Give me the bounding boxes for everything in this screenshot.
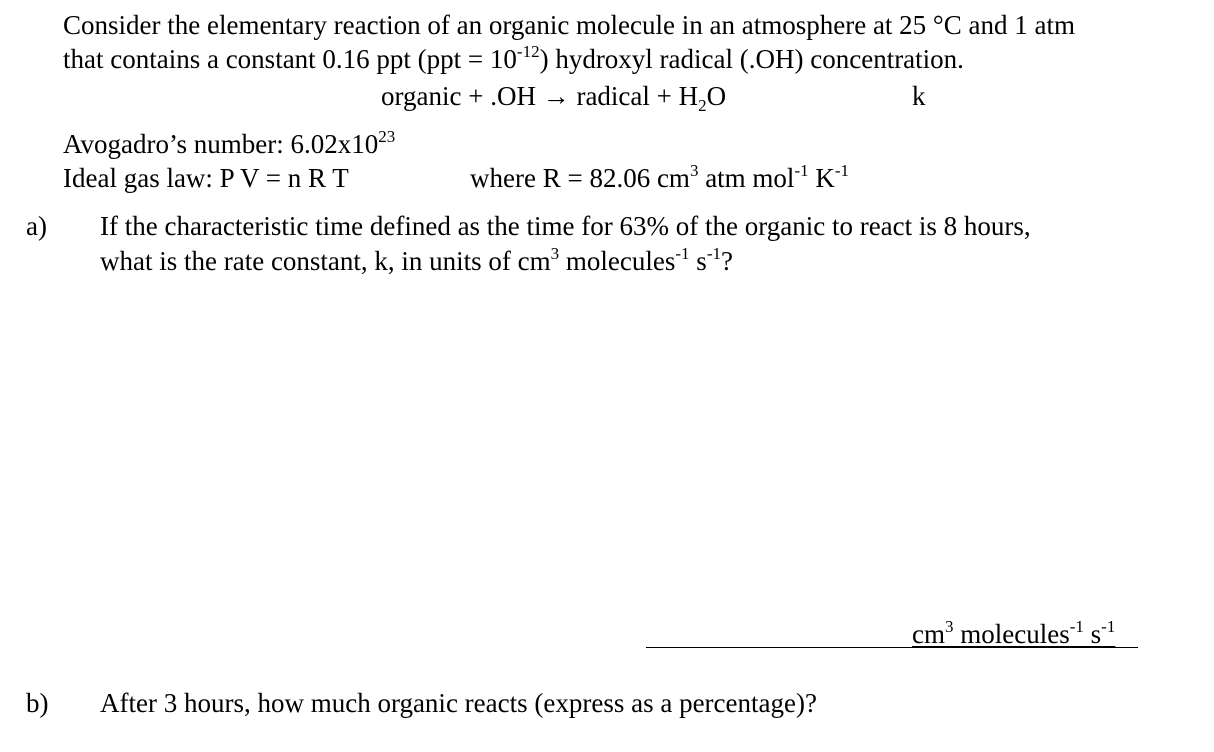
gas-law-text: Ideal gas law: P V = n R T	[63, 163, 349, 193]
avogadro-exponent: 23	[378, 127, 396, 146]
answer-units-molecules-exponent: -1	[1069, 617, 1084, 636]
answer-blank-line[interactable]	[646, 647, 1138, 648]
question-a-cm-exponent: 3	[550, 244, 560, 263]
cm-exponent: 3	[689, 161, 699, 180]
water-subscript: 2	[698, 96, 707, 115]
k-exponent: -1	[834, 161, 850, 180]
intro-text-2b: ) hydroxyl radical (.OH) concentration.	[539, 44, 964, 74]
intro-text-1: Consider the elementary reaction of an organic molecule in an atmosphere at 25 °C and 1 atm	[63, 10, 1075, 40]
answer-units	[912, 617, 1115, 651]
reaction-lhs: organic + .OH	[381, 81, 536, 111]
intro-line-2	[63, 42, 964, 76]
question-a-text-2: what is the rate constant, k, in units of cm	[100, 246, 551, 276]
gas-law-line	[63, 161, 349, 195]
question-a-molecules-exponent: -1	[675, 244, 690, 263]
intro-line-1	[63, 8, 1075, 42]
rate-constant-label	[912, 79, 926, 113]
answer-units-cm: cm	[912, 619, 945, 649]
rate-constant-k: k	[912, 81, 926, 111]
question-a-label	[26, 209, 47, 243]
reaction-rhs: radical + H	[576, 81, 699, 111]
answer-units-seconds-exponent: -1	[1101, 617, 1116, 636]
question-b-text: After 3 hours, how much organic reacts (express as a percentage)?	[100, 688, 817, 718]
question-b-line	[100, 686, 817, 720]
answer-units-molecules: molecules	[953, 619, 1070, 649]
gas-constant-text: where R = 82.06 cm	[470, 163, 690, 193]
reaction-equation	[381, 79, 726, 113]
ppt-exponent: -12	[516, 42, 540, 61]
question-a-molecules: molecules	[559, 246, 676, 276]
question-b-label	[26, 686, 49, 720]
avogadro-line	[63, 127, 395, 161]
mol-exponent: -1	[794, 161, 809, 180]
question-b-marker: b)	[26, 688, 49, 718]
question-a-marker: a)	[26, 211, 47, 241]
question-a-seconds-exponent: -1	[706, 244, 721, 263]
question-a-mark: ?	[720, 246, 733, 276]
question-a-text-1: If the characteristic time defined as the time for 63% of the organic to react is 8 hours,	[100, 211, 1031, 241]
answer-units-seconds: s	[1083, 619, 1102, 649]
reaction-rhs-end: O	[706, 81, 727, 111]
gas-constant-atm-mol: atm mol	[698, 163, 795, 193]
intro-text-2a: that contains a constant 0.16 ppt (ppt = 10	[63, 44, 517, 74]
question-a-line-1	[100, 209, 1031, 243]
question-a-line-2	[100, 244, 733, 278]
gas-constant-line	[470, 161, 849, 195]
answer-units-cm-exponent: 3	[945, 617, 954, 636]
question-a-seconds: s	[689, 246, 707, 276]
gas-constant-k: K	[808, 163, 835, 193]
reaction-arrow: →	[542, 81, 570, 111]
avogadro-text: Avogadro’s number: 6.02x10	[63, 129, 379, 159]
